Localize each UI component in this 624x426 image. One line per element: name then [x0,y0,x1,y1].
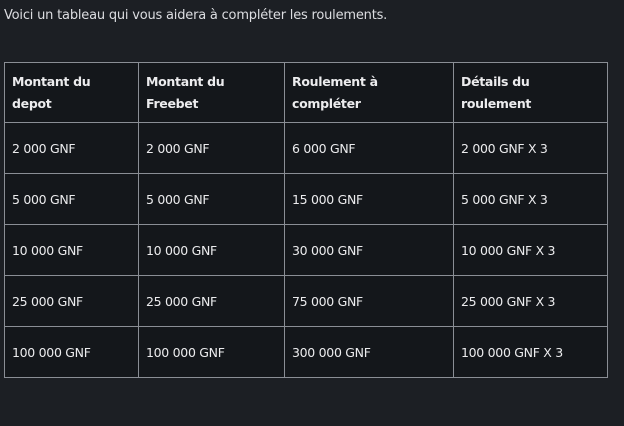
table-row [5,174,608,225]
cell-deposit: 25 000 GNF [5,276,139,327]
header-text: roulement [461,96,532,111]
table-row [5,327,608,378]
intro-text: Voici un tableau qui vous aidera à compléter les roulements. [4,8,388,23]
table-header-row [5,63,608,123]
header-freebet-amount [139,63,285,123]
cell-wagering: 15 000 GNF [285,174,454,225]
cell-deposit: 100 000 GNF [5,327,139,378]
cell-freebet: 10 000 GNF [139,225,285,276]
header-text: Montant du [12,74,91,89]
table-row [5,225,608,276]
cell-deposit: 5 000 GNF [5,174,139,225]
header-text: Montant du [146,74,225,89]
header-text: Freebet [146,96,199,111]
cell-details: 100 000 GNF X 3 [454,327,608,378]
header-deposit-amount [5,63,139,123]
header-wagering-details [454,63,608,123]
cell-details: 2 000 GNF X 3 [454,123,608,174]
cell-freebet: 2 000 GNF [139,123,285,174]
header-text: Détails du [461,74,530,89]
wagering-table [4,62,608,378]
cell-wagering: 30 000 GNF [285,225,454,276]
cell-deposit: 10 000 GNF [5,225,139,276]
header-text: Roulement à [292,74,378,89]
cell-details: 5 000 GNF X 3 [454,174,608,225]
header-wagering-required [285,63,454,123]
cell-details: 10 000 GNF X 3 [454,225,608,276]
cell-freebet: 100 000 GNF [139,327,285,378]
cell-deposit: 2 000 GNF [5,123,139,174]
header-text: depot [12,96,52,111]
cell-wagering: 300 000 GNF [285,327,454,378]
table-row [5,276,608,327]
table-row [5,123,608,174]
cell-wagering: 75 000 GNF [285,276,454,327]
cell-freebet: 25 000 GNF [139,276,285,327]
cell-wagering: 6 000 GNF [285,123,454,174]
cell-details: 25 000 GNF X 3 [454,276,608,327]
cell-freebet: 5 000 GNF [139,174,285,225]
header-text: compléter [292,96,361,111]
